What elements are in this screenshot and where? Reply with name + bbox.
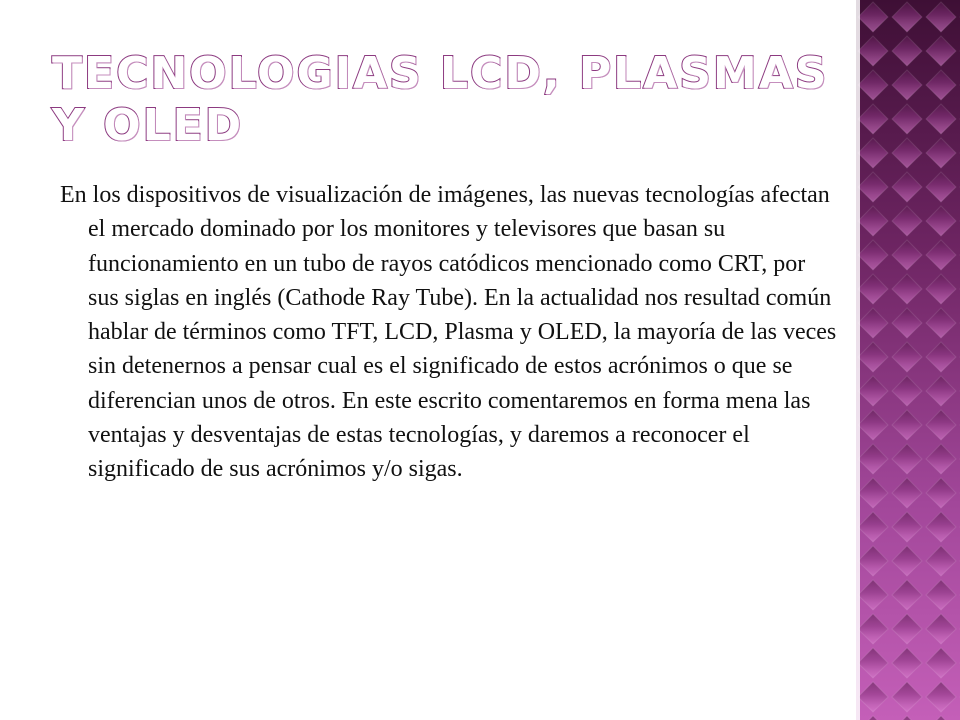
slide-body-text: En los dispositivos de visualización de imágenes, las nuevas tecnologías afectan el mercado dominado por los monitores y televisores que basan su funcionamiento en un tubo de rayos catódicos mencionado como CRT, por sus siglas en inglés (Cathode Ray Tube). En la actualidad nos resultad común hablar de términos como TFT, LCD, Plasma y OLED, la mayoría de las veces sin detenernos a pensar cual es el significado de estos acrónimos o que se diferencian unos de otros. En este escrito comentaremos en forma mena las ventajas y desventajas de estas tecnologías, y daremos a reconocer el significado de sus acrónimos y/o sigas. [60, 182, 837, 483]
diamond-pattern [856, 0, 960, 720]
slide-title: TECNOLOGIAS LCD, PLASMAS Y OLED [52, 48, 829, 151]
decorative-side-panel [856, 0, 960, 720]
